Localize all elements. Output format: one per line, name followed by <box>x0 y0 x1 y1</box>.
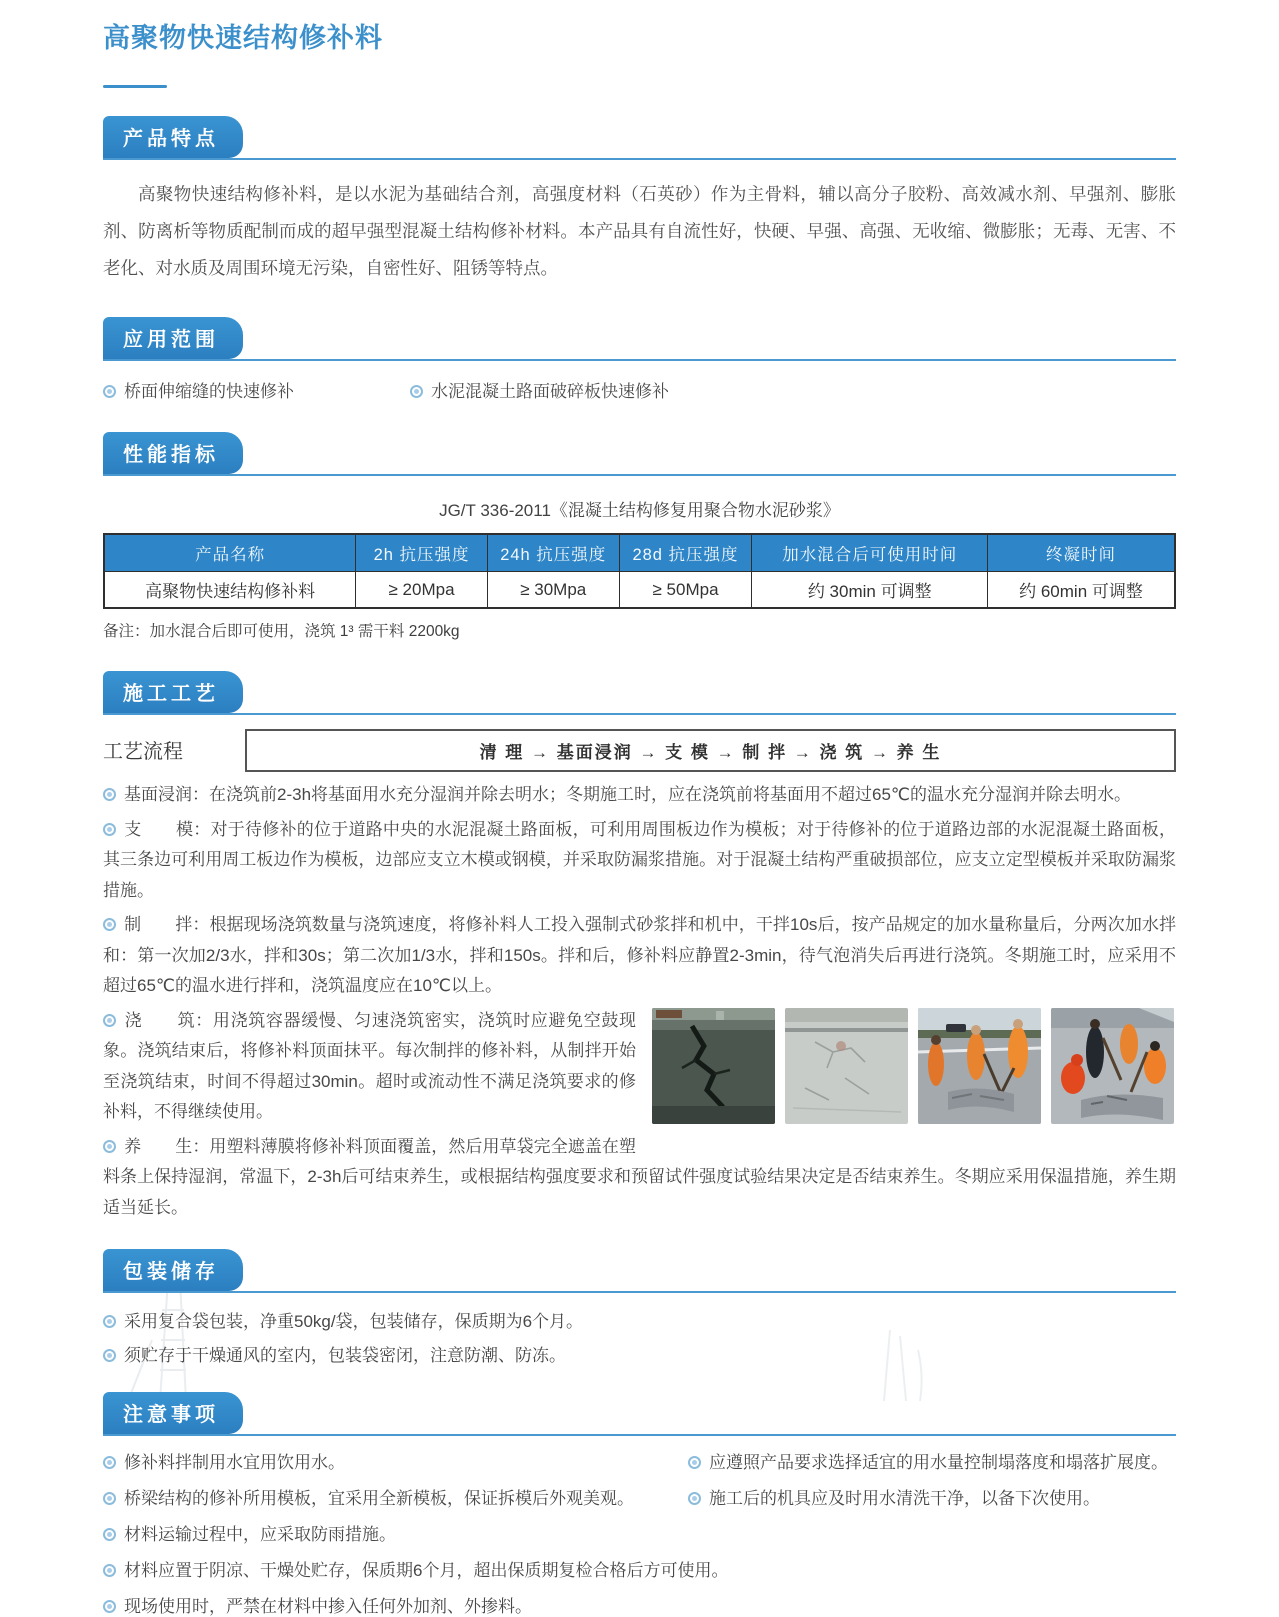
section-tab-process: 施工工艺 <box>103 671 243 713</box>
process-step-text: 浇 筑：用浇筑容器缓慢、匀速浇筑密实，浇筑时应避免空鼓现象。浇筑结束后，将修补料顶面抹平。每次制拌的修补料，从制拌开始至浇筑结束，时间不得超过30min。超时或流动性不满足浇筑要求的修补料，不得继续使用。 <box>103 1010 636 1121</box>
column-header: 2h 抗压强度 <box>356 534 488 572</box>
section-tab-features: 产品特点 <box>103 116 243 158</box>
note-item-label: 修补料拌制用水宜用饮用水。 <box>124 1453 345 1472</box>
ring-bullet-icon <box>103 1564 116 1577</box>
process-step-text: 制 拌：根据现场浇筑数量与浇筑速度，将修补料人工投入强制式砂浆拌和机中，干拌10s后，按产品规定的加水量称量后，分两次加水拌和：第一次加2/3水，拌和30s；第二次加1/3水，拌和150s。拌和后，修补料应静置2-3min，待气泡消失后再进行浇筑。冬期施工时，应采用不超过65℃的温水进行拌和，浇筑温度应在10℃以上。 <box>103 915 1176 995</box>
column-header: 加水混合后可使用时间 <box>752 534 988 572</box>
process-step-text: 支 模：对于待修补的位于道路中央的水泥混凝土路面板，可利用周围板边作为模板；对于待修补的位于道路边部的水泥混凝土路面板，其三条边可利用周工板边作为模板，边部应支立木模或钢模，并采取防漏浆措施。对于混凝土结构严重破损部位，应支立定型模板并采取防漏浆措施。 <box>103 819 1176 900</box>
notes-list <box>103 1448 1176 1617</box>
table-cell: ≥ 30Mpa <box>487 572 619 609</box>
ring-bullet-icon <box>103 1492 116 1505</box>
page-title: 高聚物快速结构修补料 <box>103 23 383 53</box>
cracked-dark-pavement-photo <box>652 1008 775 1124</box>
ring-bullet-icon <box>103 1315 116 1328</box>
table-row <box>104 572 1175 609</box>
table-cell: ≥ 50Mpa <box>619 572 752 609</box>
list-item <box>103 1556 1176 1581</box>
ring-bullet-icon <box>103 1528 116 1541</box>
cracked-concrete-slab-photo <box>785 1008 908 1124</box>
note-item-label: 施工后的机具应及时用水清洗干净，以备下次使用。 <box>709 1489 1100 1508</box>
ring-bullet-icon <box>410 385 423 398</box>
list-item <box>103 1484 688 1509</box>
section-header-application <box>103 317 1176 361</box>
note-item-label: 现场使用时，严禁在材料中掺入任何外加剂、外掺料。 <box>124 1597 532 1616</box>
ring-bullet-icon <box>103 1600 116 1613</box>
flow-diagram-box: 清 理 → 基面浸润 → 支 模 → 制 拌 → 浇 筑 → 养 生 <box>245 729 1176 772</box>
section-tab-performance: 性能指标 <box>103 432 243 474</box>
road-repair-workers-photo <box>918 1008 1041 1124</box>
features-paragraph: 高聚物快速结构修补料，是以水泥为基础结合剂，高强度材料（石英砂）作为主骨料，辅以高分子胶粉、高效减水剂、早强剂、膨胀剂、防离析等物质配制而成的超早强型混凝土结构修补材料。本产品具有自流性好，快硬、早强、高强、无收缩、微膨胀；无毒、无害、不老化、对水质及周围环境无污染，自密性好、阻锈等特点。 <box>103 184 1176 278</box>
table-header-row <box>104 534 1175 572</box>
section-tab-storage: 包装储存 <box>103 1249 243 1291</box>
list-item <box>688 1484 1176 1509</box>
table-cell: 高聚物快速结构修补料 <box>104 572 356 609</box>
process-step <box>103 780 1176 811</box>
ring-bullet-icon <box>103 385 116 398</box>
application-item-label: 桥面伸缩缝的快速修补 <box>124 382 294 401</box>
process-steps <box>103 780 1176 1223</box>
storage-item-label: 须贮存于干燥通风的室内，包装袋密闭，注意防潮、防冻。 <box>124 1346 566 1365</box>
column-header: 产品名称 <box>104 534 356 572</box>
ring-bullet-icon <box>103 823 116 836</box>
process-step <box>103 815 1176 907</box>
list-item <box>688 1448 1176 1473</box>
ring-bullet-icon <box>688 1456 701 1469</box>
process-step-text: 基面浸润：在浇筑前2-3h将基面用水充分湿润并除去明水；冬期施工时，应在浇筑前将基面用不超过65℃的温水充分湿润并除去明水。 <box>124 785 1132 804</box>
list-item <box>103 1448 688 1473</box>
application-items <box>103 377 1176 402</box>
note-item-label: 应遵照产品要求选择适宜的用水量控制塌落度和塌落扩展度。 <box>709 1453 1168 1472</box>
workers-placing-repair-material-photo <box>1051 1008 1174 1124</box>
ring-bullet-icon <box>103 1140 116 1153</box>
note-item-label: 桥梁结构的修补所用模板，宜采用全新模板，保证拆模后外观美观。 <box>124 1489 634 1508</box>
table-cell: ≥ 20Mpa <box>356 572 488 609</box>
standard-caption: JG/T 336-2011《混凝土结构修复用聚合物水泥砂浆》 <box>439 501 840 520</box>
section-tab-application: 应用范围 <box>103 317 243 359</box>
storage-item-label: 采用复合袋包装，净重50kg/袋，包装储存，保质期为6个月。 <box>124 1312 584 1331</box>
ring-bullet-icon <box>103 788 116 801</box>
list-item <box>103 1592 1176 1617</box>
ring-bullet-icon <box>103 918 116 931</box>
section-header-performance <box>103 432 1176 476</box>
section-header-storage <box>103 1249 1176 1293</box>
table-cell: 约 60min 可调整 <box>988 572 1175 609</box>
note-item-label: 材料应置于阴凉、干燥处贮存，保质期6个月，超出保质期复检合格后方可使用。 <box>124 1561 729 1580</box>
performance-table <box>103 533 1176 609</box>
process-flow-row <box>103 729 1176 772</box>
list-item <box>103 1520 1176 1545</box>
column-header: 24h 抗压强度 <box>487 534 619 572</box>
application-item-label: 水泥混凝土路面破碎板快速修补 <box>431 382 669 401</box>
list-item <box>103 1307 1176 1332</box>
column-header: 28d 抗压强度 <box>619 534 752 572</box>
storage-items <box>103 1307 1176 1366</box>
table-cell: 约 30min 可调整 <box>752 572 988 609</box>
ring-bullet-icon <box>103 1349 116 1362</box>
list-item <box>410 377 669 402</box>
section-tab-notes: 注意事项 <box>103 1392 243 1434</box>
section-header-notes <box>103 1392 1176 1436</box>
note-item-label: 材料运输过程中，应采取防雨措施。 <box>124 1525 396 1544</box>
process-step <box>103 910 1176 1002</box>
site-photos-strip <box>652 1008 1176 1124</box>
process-step <box>103 1132 1176 1224</box>
ring-bullet-icon <box>688 1492 701 1505</box>
column-header: 终凝时间 <box>988 534 1175 572</box>
list-item <box>103 377 410 402</box>
process-step-text: 养 生：用塑料薄膜将修补料顶面覆盖，然后用草袋完全遮盖在塑料条上保持湿润，常温下，2-3h后可结束养生，或根据结构强度要求和预留试件强度试验结果决定是否结束养生。冬期应采用保温措施，养生期适当延长。 <box>103 1136 1176 1217</box>
ring-bullet-icon <box>103 1014 116 1027</box>
flow-label: 工艺流程 <box>103 741 183 763</box>
title-underline <box>103 85 167 88</box>
list-item <box>103 1341 1176 1366</box>
section-header-features <box>103 116 1176 160</box>
ring-bullet-icon <box>103 1456 116 1469</box>
section-header-process <box>103 671 1176 715</box>
table-note: 备注：加水混合后即可使用，浇筑 1³ 需干料 2200kg <box>103 623 460 640</box>
